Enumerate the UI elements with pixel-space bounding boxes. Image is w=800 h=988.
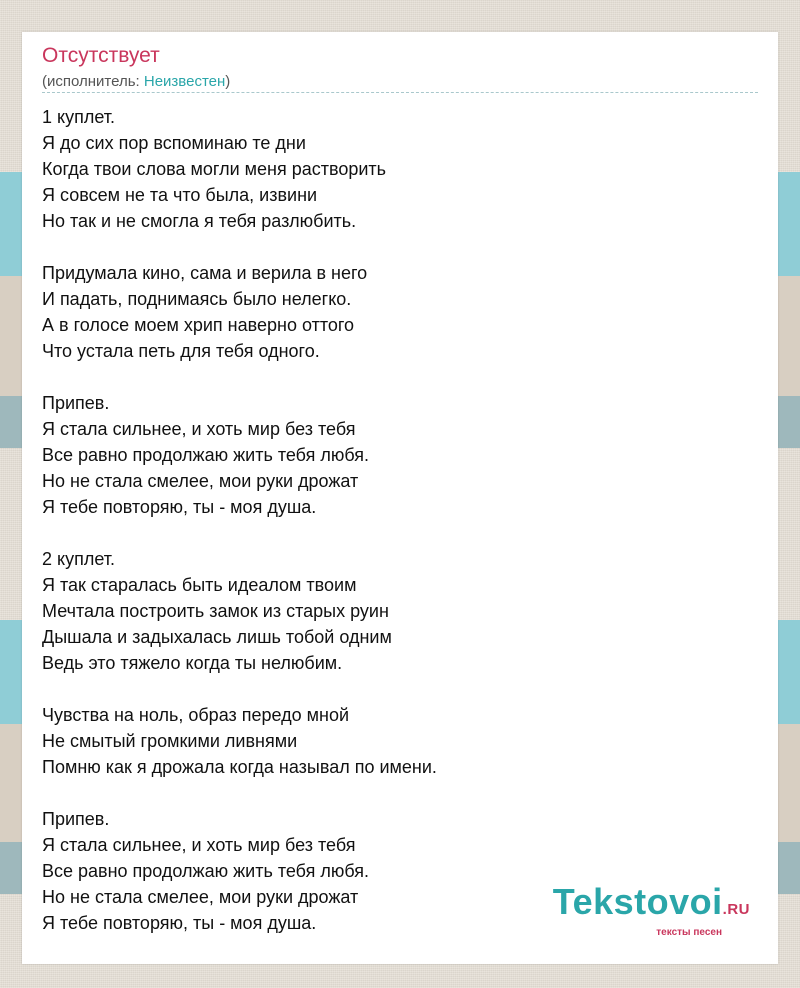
lyric-line: Придумала кино, сама и верила в него — [42, 263, 368, 283]
stanza-gap — [42, 234, 758, 260]
lyric-line: Но так и не смогла я тебя разлюбить. — [42, 211, 357, 231]
logo-name: Tekstovoi — [552, 881, 723, 922]
lyrics-text — [42, 104, 758, 936]
site-logo[interactable] — [553, 883, 750, 938]
artist-link[interactable]: Неизвестен — [143, 73, 226, 90]
lyric-line: Я так старалась быть идеалом твоим — [42, 575, 357, 595]
lyric-line: Но не стала смелее, мои руки дрожат — [42, 471, 359, 491]
lyric-line: Все равно продолжаю жить тебя любя. — [42, 445, 369, 465]
lyric-line: Припев. — [42, 393, 110, 413]
logo-tagline: тексты песен — [656, 927, 722, 938]
lyric-line: Чувства на ноль, образ передо мной — [42, 705, 350, 725]
lyric-line: 2 куплет. — [42, 549, 116, 569]
lyric-line: Но не стала смелее, мои руки дрожат — [42, 887, 359, 907]
stanza-gap — [42, 364, 758, 390]
lyric-line: И падать, поднимаясь было нелегко. — [42, 289, 352, 309]
artist-line — [42, 73, 230, 90]
artist-suffix: ) — [225, 73, 231, 90]
lyric-line: Я совсем не та что была, извини — [42, 185, 318, 205]
lyrics-card — [22, 32, 778, 964]
stanza-gap — [42, 520, 758, 546]
lyric-line: Я тебе повторяю, ты - моя душа. — [42, 913, 317, 933]
lyric-line: 1 куплет. — [42, 107, 116, 127]
divider — [42, 92, 758, 93]
lyric-line: Я до сих пор вспоминаю те дни — [42, 133, 306, 153]
lyric-line: Все равно продолжаю жить тебя любя. — [42, 861, 369, 881]
lyric-line: Когда твои слова могли меня растворить — [42, 159, 387, 179]
lyric-line: Дышала и задыхалась лишь тобой одним — [42, 627, 392, 647]
lyric-line: Припев. — [42, 809, 110, 829]
lyric-line: А в голосе моем хрип наверно оттого — [42, 315, 355, 335]
lyric-line: Я стала сильнее, и хоть мир без тебя — [42, 835, 356, 855]
lyric-line: Я тебе повторяю, ты - моя душа. — [42, 497, 317, 517]
lyric-line: Я стала сильнее, и хоть мир без тебя — [42, 419, 356, 439]
stanza-gap — [42, 676, 758, 702]
lyric-line: Помню как я дрожала когда называл по имени. — [42, 757, 437, 777]
lyric-line: Мечтала построить замок из старых руин — [42, 601, 389, 621]
artist-prefix: (исполнитель: — [42, 73, 144, 90]
lyric-line: Ведь это тяжело когда ты нелюбим. — [42, 653, 343, 673]
lyric-line: Что устала петь для тебя одного. — [42, 341, 320, 361]
stanza-gap — [42, 780, 758, 806]
song-title: Отсутствует — [42, 44, 160, 67]
lyric-line: Не смытый громкими ливнями — [42, 731, 298, 751]
logo-tld: .RU — [722, 901, 750, 918]
